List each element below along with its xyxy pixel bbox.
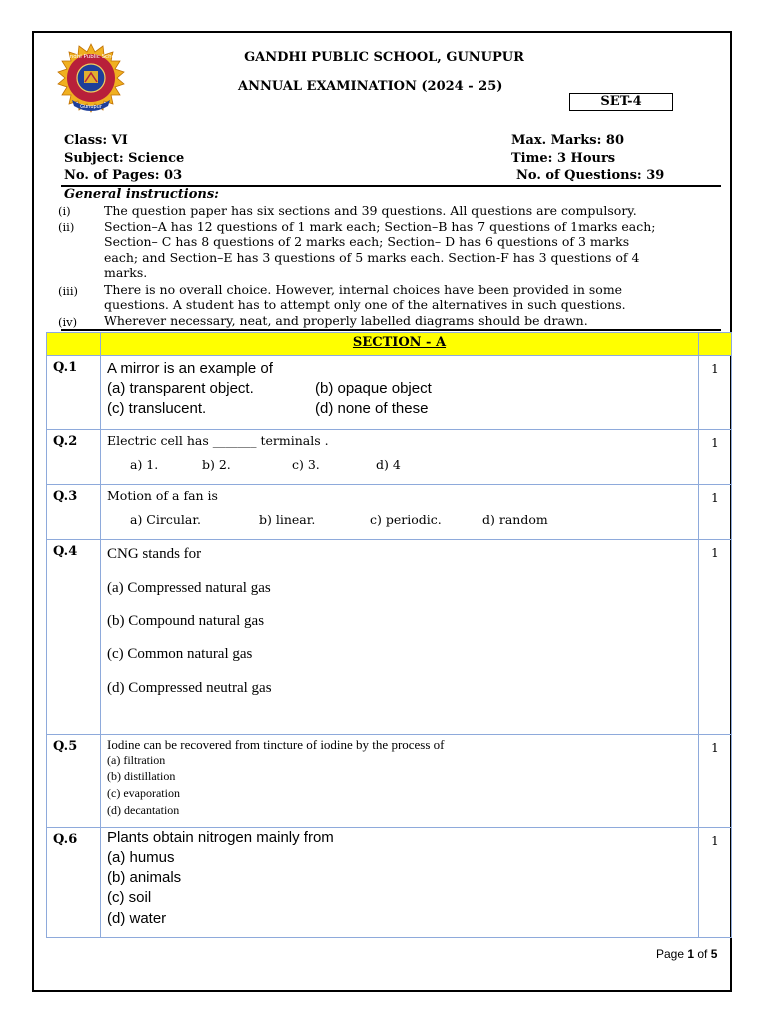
question-text: Plants obtain nitrogen mainly from	[107, 829, 334, 846]
question-marks: 1	[699, 540, 732, 735]
option: (b) animals	[107, 869, 182, 886]
class-label: Class: VI	[64, 133, 128, 148]
question-row	[47, 356, 732, 430]
footer-total-pages: 5	[710, 947, 718, 961]
question-body	[101, 485, 699, 540]
option: (d) decantation	[107, 803, 180, 817]
option: (c) soil	[107, 889, 152, 906]
section-header-row	[47, 333, 732, 356]
question-number: Q.4	[47, 540, 101, 735]
option: d) random	[482, 512, 548, 527]
question-row	[47, 540, 732, 735]
instruction-line: Section– C has 8 questions of 2 marks each; Section– D has 6 questions of 3 marks	[104, 234, 630, 249]
question-marks: 1	[699, 735, 732, 828]
instruction-num: (ii)	[58, 220, 75, 234]
option: c) 3.	[292, 457, 320, 472]
option: (d) water	[107, 910, 167, 927]
instruction-line: marks.	[104, 265, 148, 280]
option: (d) Compressed neutral gas	[107, 680, 272, 696]
school-name: GANDHI PUBLIC SCHOOL, GUNUPUR	[244, 50, 524, 65]
option: (a) Compressed natural gas	[107, 580, 271, 596]
instruction-line: questions. A student has to attempt only one of the alternatives in such questions.	[104, 297, 626, 312]
section-title: SECTION - A	[101, 333, 699, 356]
question-row	[47, 828, 732, 938]
option: b) 2.	[202, 457, 231, 472]
instruction-line: Wherever necessary, neat, and properly labelled diagrams should be drawn.	[104, 313, 588, 328]
question-number: Q.2	[47, 430, 101, 485]
svg-text:Gandhi Public School: Gandhi Public School	[62, 54, 120, 60]
time-label: Time: 3 Hours	[511, 151, 616, 166]
question-row	[47, 430, 732, 485]
question-body	[101, 828, 699, 938]
pages-label: No. of Pages: 03	[64, 168, 183, 183]
instruction-num: (i)	[58, 204, 71, 218]
footer-separator: of	[694, 947, 711, 961]
option: d) 4	[376, 457, 401, 472]
question-body	[101, 540, 699, 735]
question-number: Q.6	[47, 828, 101, 938]
option: (c) Common natural gas	[107, 646, 253, 662]
option: (a) humus	[107, 849, 175, 866]
option: (d) none of these	[315, 400, 429, 417]
instructions-title: General instructions:	[64, 187, 219, 202]
instruction-num: (iii)	[58, 284, 79, 298]
svg-text:Gunupur: Gunupur	[80, 104, 102, 110]
question-text: Electric cell has _______ terminals .	[107, 433, 329, 448]
footer-current-page: 1	[687, 947, 695, 961]
set-box: SET-4	[569, 93, 673, 111]
instruction-line: There is no overall choice. However, internal choices have been provided in some	[104, 282, 623, 297]
question-body	[101, 735, 699, 828]
exam-title: ANNUAL EXAMINATION (2024 - 25)	[238, 79, 503, 94]
option: (b) opaque object	[315, 380, 432, 397]
question-number: Q.1	[47, 356, 101, 430]
questions-count: No. of Questions: 39	[516, 168, 665, 183]
instruction-line: Section–A has 12 questions of 1 mark each; Section–B has 7 questions of 1marks each;	[104, 219, 656, 234]
instructions-rule	[61, 329, 721, 331]
question-body	[101, 356, 699, 430]
option: (a) filtration	[107, 753, 166, 767]
question-number: Q.3	[47, 485, 101, 540]
option: c) periodic.	[370, 512, 442, 527]
option: (b) Compound natural gas	[107, 613, 265, 629]
question-row	[47, 485, 732, 540]
question-text: A mirror is an example of	[107, 360, 273, 377]
question-text: CNG stands for	[107, 546, 202, 562]
option: (c) evaporation	[107, 786, 180, 800]
option: (b) distillation	[107, 769, 176, 783]
instruction-line: each; and Section–E has 3 questions of 5 marks each. Section-F has 3 questions of 4	[104, 250, 640, 265]
question-marks: 1	[699, 485, 732, 540]
subject-label: Subject: Science	[64, 151, 185, 166]
page-footer	[656, 947, 717, 961]
instruction-line: The question paper has six sections and 39 questions. All questions are compulsory.	[104, 203, 637, 218]
option: (a) transparent object.	[107, 380, 254, 397]
footer-prefix: Page	[656, 947, 688, 961]
question-row	[47, 735, 732, 828]
question-marks: 1	[699, 356, 732, 430]
question-marks: 1	[699, 828, 732, 938]
questions-table	[46, 332, 732, 938]
instruction-num: (iv)	[58, 315, 78, 329]
max-marks: Max. Marks: 80	[511, 133, 625, 148]
question-text: Iodine can be recovered from tincture of iodine by the process of	[107, 737, 445, 752]
option: a) Circular.	[130, 512, 201, 527]
question-text: Motion of a fan is	[107, 488, 218, 503]
question-marks: 1	[699, 430, 732, 485]
question-number: Q.5	[47, 735, 101, 828]
option: (c) translucent.	[107, 400, 207, 417]
option: a) 1.	[130, 457, 159, 472]
question-body	[101, 430, 699, 485]
option: b) linear.	[259, 512, 316, 527]
